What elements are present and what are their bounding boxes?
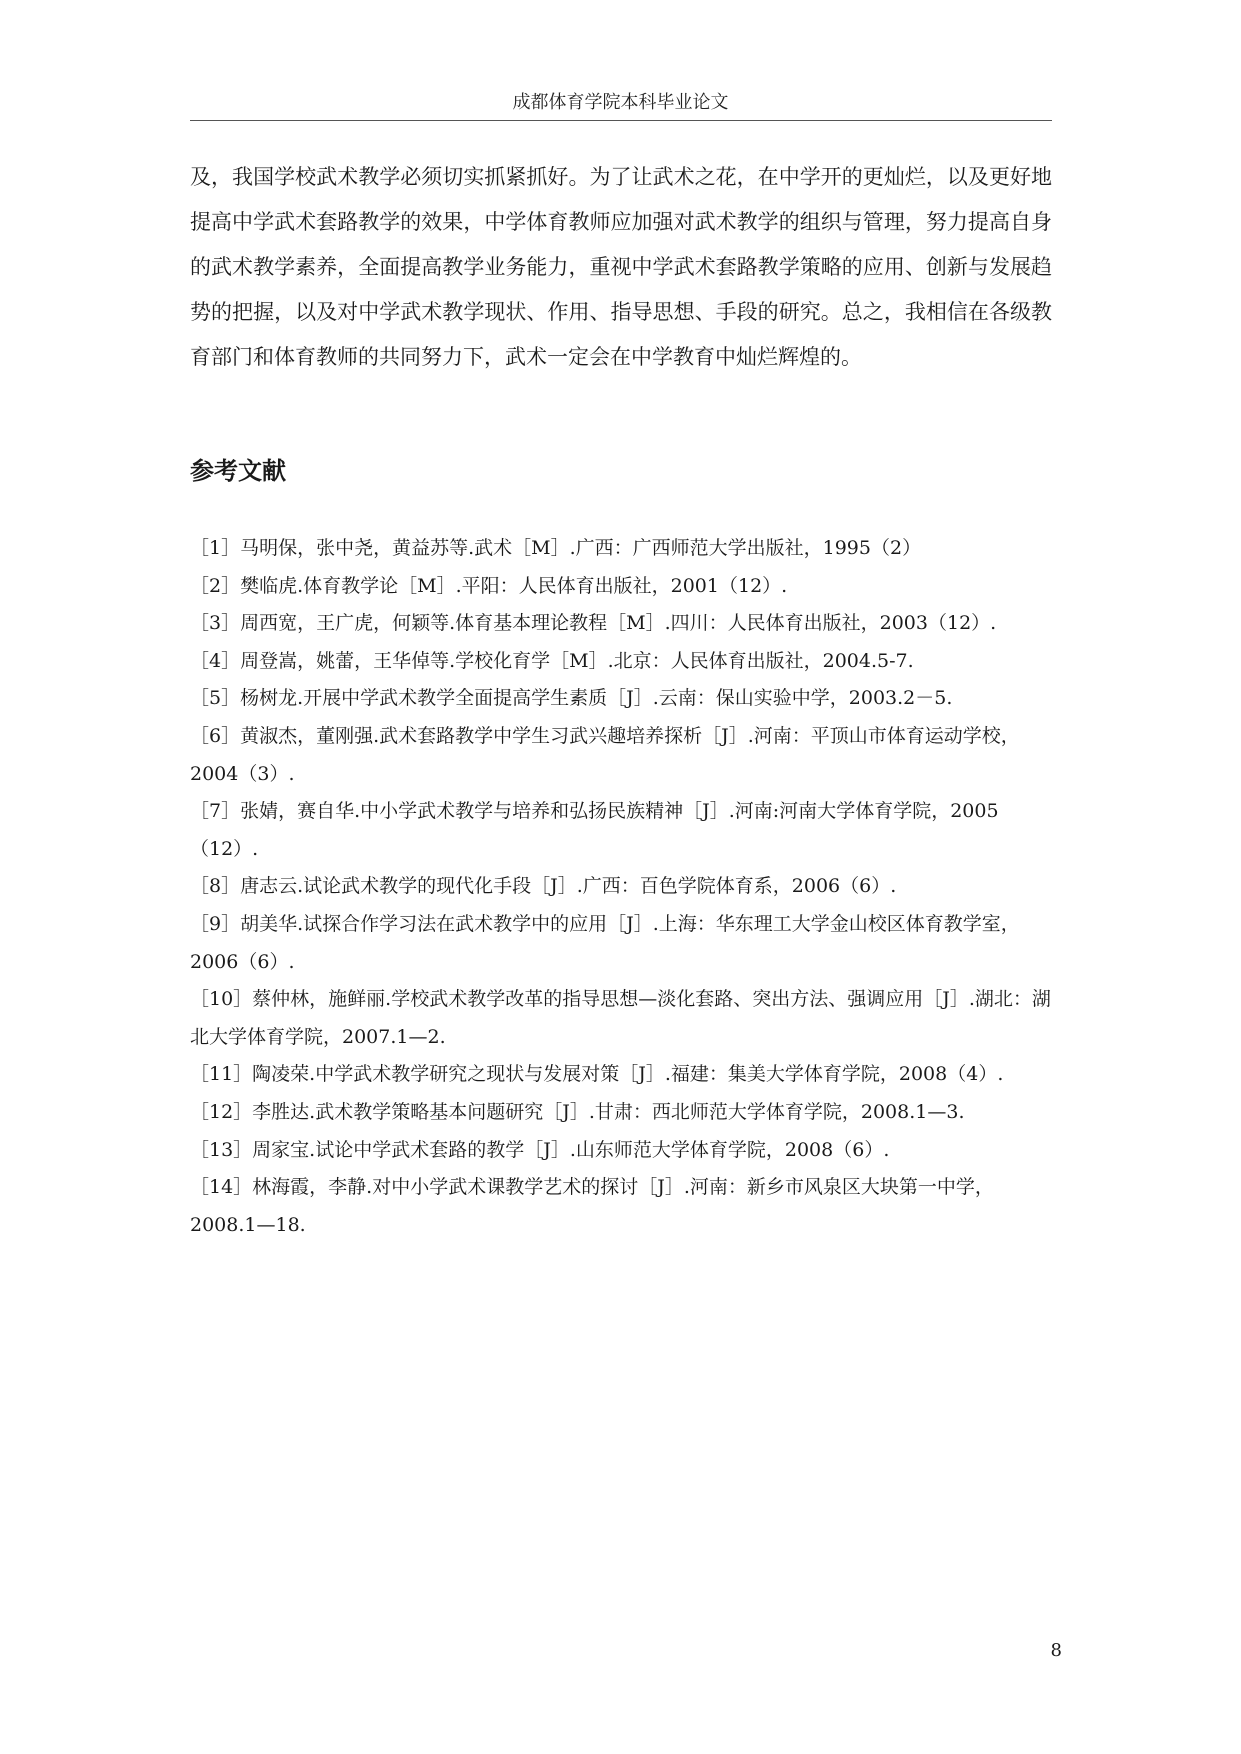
reference-item-7: ［7］张婧，赛自华.中小学武术教学与培养和弘扬民族精神［J］.河南:河南大学体育学院，2005（12）.: [190, 800, 999, 860]
reference-item-11: ［11］陶凌荣.中学武术教学研究之现状与发展对策［J］.福建：集美大学体育学院，2008（4）.: [190, 1063, 1004, 1086]
reference-item-6: ［6］黄淑杰，董刚强.武术套路教学中学生习武兴趣培养探析［J］.河南：平顶山市体育运动学校，2004（3）.: [190, 724, 1020, 785]
page-header: 成都体育学院本科毕业论文: [512, 92, 729, 113]
page-number: 8: [1050, 1640, 1062, 1661]
reference-item-8: ［8］唐志云.试论武术教学的现代化手段［J］.广西：百色学院体育系，2006（6）.: [190, 875, 897, 898]
reference-item-4: ［4］周登嵩，姚蕾，王华倬等.学校化育学［M］.北京：人民体育出版社，2004.5-7.: [190, 649, 914, 672]
body-paragraph: 及，我国学校武术教学必须切实抓紧抓好。为了让武术之花，在中学开的更灿烂，以及更好地提高中学武术套路教学的效果，中学体育教师应加强对武术教学的组织与管理，努力提高自身的武术教学素养，全面提高教学业务能力，重视中学武术套路教学策略的应用、创新与发展趋势的把握，以及对中学武术教学现状、作用、指导思想、手段的研究。总之，我相信在各级教育部门和体育教师的共同努力下，武术一定会在中学教育中灿烂辉煌的。: [190, 165, 1052, 369]
reference-item-14: ［14］林海霞，李静.对中小学武术课教学艺术的探讨［J］.河南：新乡市风泉区大块第一中学，2008.1—18.: [190, 1176, 994, 1236]
reference-item-9: ［9］胡美华.试探合作学习法在武术教学中的应用［J］.上海：华东理工大学金山校区体育教学室，2006（6）.: [190, 912, 1020, 973]
body-section: [190, 155, 1052, 380]
reference-item-5: ［5］杨树龙.开展中学武术教学全面提高学生素质［J］.云南：保山实验中学，2003.2－5.: [190, 687, 953, 710]
references-list: [190, 530, 1052, 1244]
references-heading: 参考文献: [190, 457, 286, 485]
reference-item-3: ［3］周西宽，王广虎，何颖等.体育基本理论教程［M］.四川：人民体育出版社，2003（12）.: [190, 612, 997, 635]
header-divider: [190, 120, 1052, 121]
reference-item-12: ［12］李胜达.武术教学策略基本问题研究［J］.甘肃：西北师范大学体育学院，2008.1—3.: [190, 1100, 965, 1123]
reference-item-13: ［13］周家宝.试论中学武术套路的教学［J］.山东师范大学体育学院，2008（6）.: [190, 1138, 890, 1161]
reference-item-1: ［1］马明保，张中尧，黄益苏等.武术［M］.广西：广西师范大学出版社，1995（2）: [190, 537, 922, 559]
reference-item-10: ［10］蔡仲林，施鲜丽.学校武术教学改革的指导思想—淡化套路、突出方法、强调应用［J］.湖北：湖北大学体育学院，2007.1—2.: [190, 988, 1051, 1048]
reference-item-2: ［2］樊临虎.体育教学论［M］.平阳：人民体育出版社，2001（12）.: [190, 574, 788, 597]
